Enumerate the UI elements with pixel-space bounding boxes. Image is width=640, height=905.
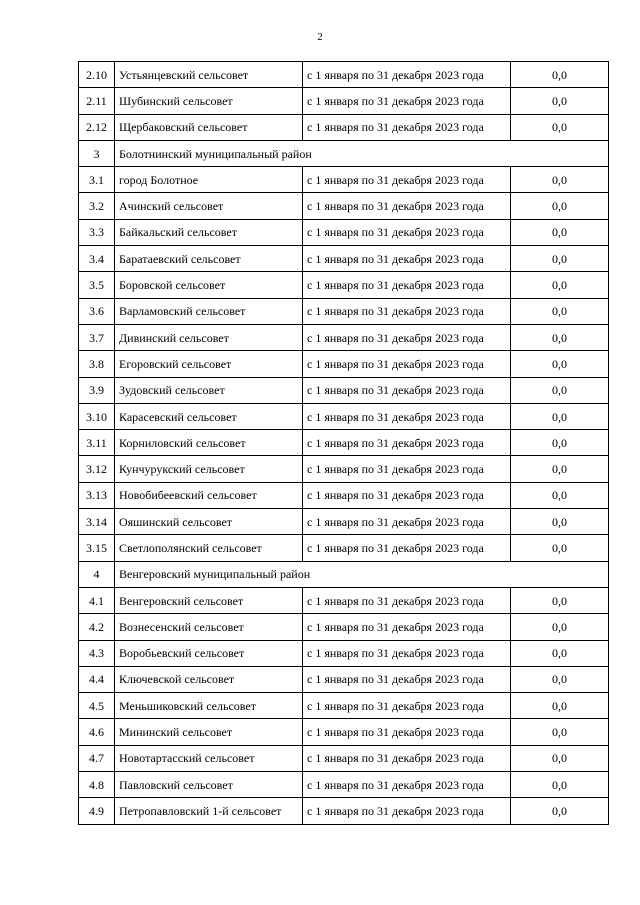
table-row bbox=[79, 456, 609, 482]
row-number: 4 bbox=[79, 561, 115, 587]
municipality-name: Баратаевский сельсовет bbox=[115, 246, 303, 272]
row-number: 4.3 bbox=[79, 640, 115, 666]
value-cell: 0,0 bbox=[511, 482, 609, 508]
section-row bbox=[79, 140, 609, 166]
municipality-name: Егоровский сельсовет bbox=[115, 351, 303, 377]
municipality-name: Мининский сельсовет bbox=[115, 719, 303, 745]
value-cell: 0,0 bbox=[511, 535, 609, 561]
table-row bbox=[79, 272, 609, 298]
period-cell: с 1 января по 31 декабря 2023 года bbox=[303, 62, 511, 88]
value-cell: 0,0 bbox=[511, 114, 609, 140]
table-row bbox=[79, 377, 609, 403]
table-row bbox=[79, 246, 609, 272]
value-cell: 0,0 bbox=[511, 403, 609, 429]
row-number: 3 bbox=[79, 140, 115, 166]
table-row bbox=[79, 324, 609, 350]
value-cell: 0,0 bbox=[511, 430, 609, 456]
table-row bbox=[79, 62, 609, 88]
period-cell: с 1 января по 31 декабря 2023 года bbox=[303, 456, 511, 482]
row-number: 4.7 bbox=[79, 745, 115, 771]
period-cell: с 1 января по 31 декабря 2023 года bbox=[303, 246, 511, 272]
period-cell: с 1 января по 31 декабря 2023 года bbox=[303, 693, 511, 719]
municipality-name: Байкальский сельсовет bbox=[115, 219, 303, 245]
row-number: 3.7 bbox=[79, 324, 115, 350]
row-number: 3.8 bbox=[79, 351, 115, 377]
table-row bbox=[79, 219, 609, 245]
value-cell: 0,0 bbox=[511, 298, 609, 324]
table-row bbox=[79, 114, 609, 140]
value-cell: 0,0 bbox=[511, 719, 609, 745]
table-row bbox=[79, 772, 609, 798]
period-cell: с 1 января по 31 декабря 2023 года bbox=[303, 640, 511, 666]
period-cell: с 1 января по 31 декабря 2023 года bbox=[303, 324, 511, 350]
row-number: 3.5 bbox=[79, 272, 115, 298]
row-number: 4.6 bbox=[79, 719, 115, 745]
table-row bbox=[79, 167, 609, 193]
value-cell: 0,0 bbox=[511, 193, 609, 219]
value-cell: 0,0 bbox=[511, 246, 609, 272]
row-number: 3.6 bbox=[79, 298, 115, 324]
table-row bbox=[79, 403, 609, 429]
table-row bbox=[79, 640, 609, 666]
value-cell: 0,0 bbox=[511, 456, 609, 482]
period-cell: с 1 января по 31 декабря 2023 года bbox=[303, 745, 511, 771]
row-number: 4.2 bbox=[79, 614, 115, 640]
value-cell: 0,0 bbox=[511, 509, 609, 535]
municipality-name: Шубинский сельсовет bbox=[115, 88, 303, 114]
period-cell: с 1 января по 31 декабря 2023 года bbox=[303, 88, 511, 114]
municipality-name: Новотартасский сельсовет bbox=[115, 745, 303, 771]
period-cell: с 1 января по 31 декабря 2023 года bbox=[303, 509, 511, 535]
row-number: 3.15 bbox=[79, 535, 115, 561]
period-cell: с 1 января по 31 декабря 2023 года bbox=[303, 772, 511, 798]
table-row bbox=[79, 587, 609, 613]
period-cell: с 1 января по 31 декабря 2023 года bbox=[303, 272, 511, 298]
row-number: 2.10 bbox=[79, 62, 115, 88]
table-row bbox=[79, 719, 609, 745]
municipality-name: Дивинский сельсовет bbox=[115, 324, 303, 350]
table-row bbox=[79, 798, 609, 824]
period-cell: с 1 января по 31 декабря 2023 года bbox=[303, 666, 511, 692]
period-cell: с 1 января по 31 декабря 2023 года bbox=[303, 614, 511, 640]
municipality-name: Щербаковский сельсовет bbox=[115, 114, 303, 140]
data-table bbox=[78, 61, 609, 825]
municipality-name: Воробьевский сельсовет bbox=[115, 640, 303, 666]
period-cell: с 1 января по 31 декабря 2023 года bbox=[303, 587, 511, 613]
municipality-name: Карасевский сельсовет bbox=[115, 403, 303, 429]
row-number: 2.12 bbox=[79, 114, 115, 140]
row-number: 4.1 bbox=[79, 587, 115, 613]
municipality-name: Венгеровский сельсовет bbox=[115, 587, 303, 613]
value-cell: 0,0 bbox=[511, 745, 609, 771]
table-row bbox=[79, 88, 609, 114]
municipality-name: Кунчурукский сельсовет bbox=[115, 456, 303, 482]
value-cell: 0,0 bbox=[511, 666, 609, 692]
municipality-name: Устьянцевский сельсовет bbox=[115, 62, 303, 88]
municipality-name: Варламовский сельсовет bbox=[115, 298, 303, 324]
municipality-name: Вознесенский сельсовет bbox=[115, 614, 303, 640]
table-row bbox=[79, 614, 609, 640]
period-cell: с 1 января по 31 декабря 2023 года bbox=[303, 719, 511, 745]
period-cell: с 1 января по 31 декабря 2023 года bbox=[303, 535, 511, 561]
table-row bbox=[79, 482, 609, 508]
municipality-name: город Болотное bbox=[115, 167, 303, 193]
row-number: 3.14 bbox=[79, 509, 115, 535]
value-cell: 0,0 bbox=[511, 587, 609, 613]
value-cell: 0,0 bbox=[511, 324, 609, 350]
table-row bbox=[79, 693, 609, 719]
period-cell: с 1 января по 31 декабря 2023 года bbox=[303, 430, 511, 456]
section-title: Венгеровский муниципальный район bbox=[115, 561, 609, 587]
municipality-name: Светлополянский сельсовет bbox=[115, 535, 303, 561]
value-cell: 0,0 bbox=[511, 351, 609, 377]
value-cell: 0,0 bbox=[511, 62, 609, 88]
table-row bbox=[79, 535, 609, 561]
period-cell: с 1 января по 31 декабря 2023 года bbox=[303, 351, 511, 377]
period-cell: с 1 января по 31 декабря 2023 года bbox=[303, 298, 511, 324]
municipality-name: Ачинский сельсовет bbox=[115, 193, 303, 219]
municipality-name: Боровской сельсовет bbox=[115, 272, 303, 298]
table-row bbox=[79, 666, 609, 692]
municipality-name: Ключевской сельсовет bbox=[115, 666, 303, 692]
period-cell: с 1 января по 31 декабря 2023 года bbox=[303, 114, 511, 140]
municipality-name: Павловский сельсовет bbox=[115, 772, 303, 798]
row-number: 2.11 bbox=[79, 88, 115, 114]
value-cell: 0,0 bbox=[511, 88, 609, 114]
value-cell: 0,0 bbox=[511, 772, 609, 798]
municipality-name: Зудовский сельсовет bbox=[115, 377, 303, 403]
period-cell: с 1 января по 31 декабря 2023 года bbox=[303, 167, 511, 193]
table-row bbox=[79, 193, 609, 219]
row-number: 3.2 bbox=[79, 193, 115, 219]
period-cell: с 1 января по 31 декабря 2023 года bbox=[303, 193, 511, 219]
row-number: 3.10 bbox=[79, 403, 115, 429]
period-cell: с 1 января по 31 декабря 2023 года bbox=[303, 403, 511, 429]
value-cell: 0,0 bbox=[511, 640, 609, 666]
municipality-name: Корниловский сельсовет bbox=[115, 430, 303, 456]
table-row bbox=[79, 745, 609, 771]
municipality-name: Ояшинский сельсовет bbox=[115, 509, 303, 535]
municipality-name: Новобибеевский сельсовет bbox=[115, 482, 303, 508]
table-body bbox=[79, 62, 609, 825]
row-number: 4.5 bbox=[79, 693, 115, 719]
table-row bbox=[79, 430, 609, 456]
value-cell: 0,0 bbox=[511, 219, 609, 245]
row-number: 4.4 bbox=[79, 666, 115, 692]
page-number: 2 bbox=[317, 31, 323, 43]
row-number: 4.8 bbox=[79, 772, 115, 798]
row-number: 3.11 bbox=[79, 430, 115, 456]
value-cell: 0,0 bbox=[511, 272, 609, 298]
value-cell: 0,0 bbox=[511, 167, 609, 193]
section-row bbox=[79, 561, 609, 587]
section-title: Болотнинский муниципальный район bbox=[115, 140, 609, 166]
row-number: 3.12 bbox=[79, 456, 115, 482]
row-number: 3.3 bbox=[79, 219, 115, 245]
municipality-name: Петропавловский 1-й сельсовет bbox=[115, 798, 303, 824]
value-cell: 0,0 bbox=[511, 377, 609, 403]
municipality-name: Меньшиковский сельсовет bbox=[115, 693, 303, 719]
row-number: 4.9 bbox=[79, 798, 115, 824]
value-cell: 0,0 bbox=[511, 693, 609, 719]
value-cell: 0,0 bbox=[511, 614, 609, 640]
period-cell: с 1 января по 31 декабря 2023 года bbox=[303, 377, 511, 403]
row-number: 3.9 bbox=[79, 377, 115, 403]
row-number: 3.1 bbox=[79, 167, 115, 193]
table-row bbox=[79, 298, 609, 324]
row-number: 3.4 bbox=[79, 246, 115, 272]
value-cell: 0,0 bbox=[511, 798, 609, 824]
period-cell: с 1 января по 31 декабря 2023 года bbox=[303, 798, 511, 824]
table-row bbox=[79, 351, 609, 377]
period-cell: с 1 января по 31 декабря 2023 года bbox=[303, 219, 511, 245]
table-row bbox=[79, 509, 609, 535]
row-number: 3.13 bbox=[79, 482, 115, 508]
period-cell: с 1 января по 31 декабря 2023 года bbox=[303, 482, 511, 508]
